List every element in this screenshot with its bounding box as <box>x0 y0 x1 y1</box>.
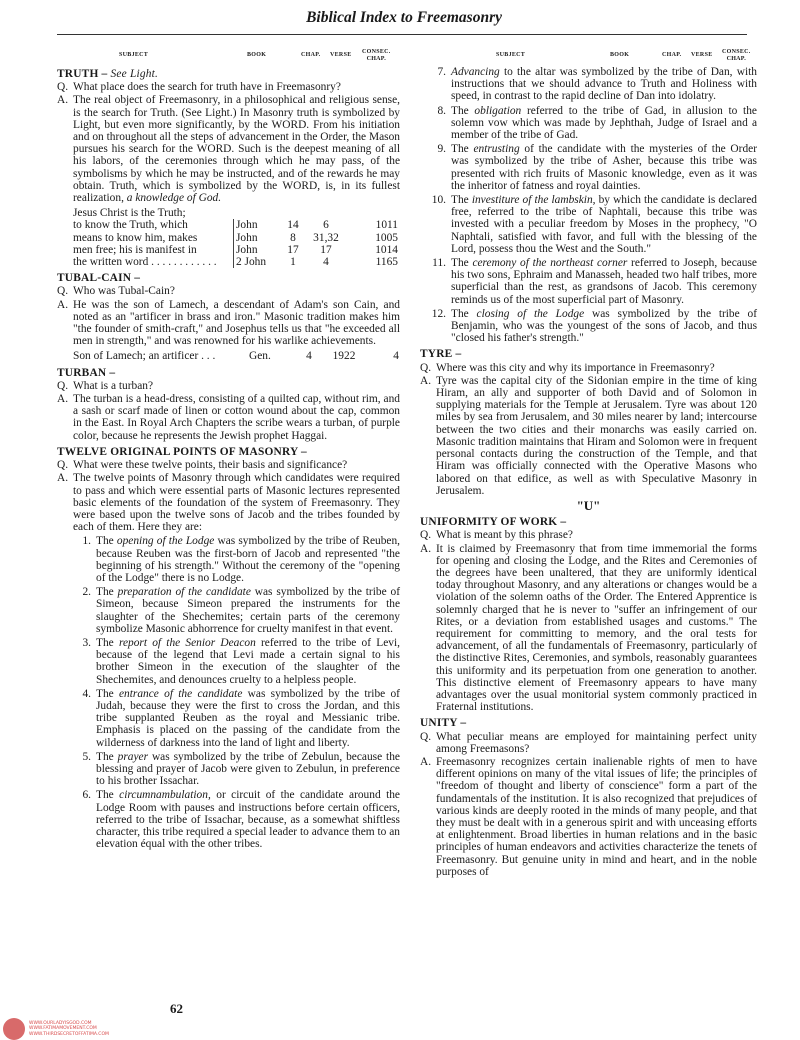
item-emphasis: Advancing <box>451 66 500 78</box>
list-item <box>420 66 757 103</box>
ref-row <box>73 207 398 219</box>
right-column <box>420 48 757 879</box>
a-label: A. <box>420 755 432 768</box>
item-number: 4. <box>82 687 91 700</box>
term-truth: TRUTH – <box>57 68 108 80</box>
item-emphasis: obligation <box>474 104 522 117</box>
list-item <box>71 688 400 749</box>
q-label: Q. <box>57 285 69 298</box>
ref-book: John <box>234 232 281 244</box>
item-rest: referred to the tribe of Gad, in allusion to the solemn vow which was made by Jephthah, Judge of Israel and a member of the tribe of Gad. <box>451 104 757 142</box>
item-rest: was symbolized by the tribe of Judah, because they were the first to cross the Jordan, and this tribe supplanted Reuben as the royal and Messianic tribe. Emphasis is placed on the passing of the candidate from the wilderness of darkness into the land of light and liberty. <box>96 687 400 749</box>
item-text <box>96 751 400 788</box>
item-number: 2. <box>82 586 91 599</box>
answer-twelve-points <box>57 472 400 533</box>
item-emphasis: preparation of the candidate <box>117 586 251 599</box>
item-pre: The <box>451 143 469 156</box>
item-text <box>451 194 757 255</box>
item-text <box>96 637 400 686</box>
col-consec-sub: CHAP. <box>726 56 747 62</box>
a-label: A. <box>57 298 69 311</box>
twelve-points-list-right <box>420 66 757 344</box>
page-title: Biblical Index to Freemasonry <box>306 9 502 26</box>
list-item <box>420 194 757 255</box>
question-text: What were these twelve points, their basis and significance? <box>73 459 348 472</box>
item-text <box>96 789 400 850</box>
header-rule <box>57 34 747 35</box>
ref-verse: 17 <box>320 243 332 256</box>
item-pre: The <box>451 194 469 207</box>
question-truth <box>57 81 400 93</box>
list-item <box>71 789 400 850</box>
col-consec-header <box>722 49 751 63</box>
answer-text: He was the son of Lamech, a descendant of Adam's son Cain, and noted as an "artificer in brass and iron." Masonic tradition makes him "the founder of smith-craft," and Josephus tells us that "he exceeded all men in strength," and was renowned for his warlike achievements. <box>73 298 400 348</box>
item-number: 5. <box>82 750 91 763</box>
ref-chap <box>280 207 306 219</box>
item-number: 11. <box>432 257 446 270</box>
col-chap-header: CHAP. <box>662 52 682 58</box>
answer-unity <box>420 756 757 878</box>
item-emphasis: investiture of the lambskin, <box>471 194 596 207</box>
item-rest: was symbolized by the tribe of Benjamin, who was the youngest of the sons of Jacob, and thus "closed his father's strength." <box>451 307 757 345</box>
question-text: Where was this city and why its importance in Freemasonry? <box>436 361 715 374</box>
item-pre: The <box>96 535 114 548</box>
answer-truth <box>57 94 400 204</box>
item-rest: to the altar was symbolized by the tribe of Dan, with instructions that we should advance to Truth and Holiness with speed, in contrast to the rapid decline of Dan into idolatry. <box>451 66 757 103</box>
item-emphasis: report of the Senior Deacon <box>118 636 256 649</box>
ref-book: John <box>234 219 281 231</box>
item-emphasis: entrusting <box>473 143 520 156</box>
list-item <box>420 143 757 192</box>
answer-turban <box>57 393 400 442</box>
ref-verse: 31,32 <box>313 231 339 244</box>
watermark-url: WWW.THIRDSECRETOFFATIMA.COM <box>29 1031 109 1037</box>
item-number: 6. <box>82 789 91 802</box>
watermark-urls <box>29 1021 109 1038</box>
ref-consec: 4 <box>393 350 399 363</box>
answer-text: It is claimed by Freemasonry that from time immemorial the forms for opening and closing the Lodge, and the Rites and Ceremonies of the degrees have been unaltered, that they are uniformly identical today throughout Masonry, and any alterations or changes would be a violation of the solemn oaths of the Order. The Entered Apprentice is solemnly charged that he is never to "suffer an infringement of our Rites, or a deviation from established usages and customs." The requirement for committing to memory, and the oral tests for advancement, of all the fundamentals of Freemasonry, particularly of the distinctive Rites, Ceremonies, and symbols, reasonably guarantees this uniformity and its perpetuation from one generation to another. This distinctive element of Freemasonry appears to have many advantages over the usual monitorial system commonly practiced in Fraternal institutions. <box>436 542 757 714</box>
item-text <box>451 308 757 345</box>
answer-uniformity <box>420 543 757 714</box>
item-emphasis: closing of the Lodge <box>476 307 585 320</box>
question-twelve-points <box>57 459 400 471</box>
answer-text: Freemasonry recognizes certain inalienable rights of men to have different opinions on many of the vital issues of life; the principles of "freedom of thought and liberty of conscience" form a part of the fundamentals of the institution. It is also recognized that prejudices of various kinds are deeply rooted in the minds of many people, and that they must be dealt with in a generous spirit and with unceasing efforts at enlightenment. Broad liberties in human relations and in the basic principles of human endeavors and activities characterize the tenets of Freemasonry. But genuine unity in mind and heart, and in the noble purposes of <box>436 755 757 878</box>
item-pre: The <box>451 257 469 270</box>
item-emphasis: prayer <box>117 750 149 763</box>
item-rest: referred to the tribe of Levi, because of the legend that Levi made a certain signal to his brother Simeon in the execution of the slaughter of the Shechemites, and denounces cruelty to a helpless people. <box>96 636 400 686</box>
ref-chap: 4 <box>306 350 312 363</box>
item-number: 7. <box>437 66 446 78</box>
a-label: A. <box>57 393 69 406</box>
q-label: Q. <box>57 379 69 392</box>
ref-text: means to know him, makes <box>73 231 198 244</box>
item-text <box>451 143 757 192</box>
list-item <box>71 535 400 584</box>
ref-consec <box>346 207 398 219</box>
entry-term-tyre: TYRE – <box>420 348 462 361</box>
answer-tyre <box>420 375 757 497</box>
item-pre: The <box>451 307 469 320</box>
entry-term-turban: TURBAN – <box>57 366 116 379</box>
item-emphasis: entrance of the candidate <box>119 687 243 700</box>
col-consec-sub: CHAP. <box>366 56 387 62</box>
answer-text: Tyre was the capital city of the Sidonian empire in the time of king Hiram, an ally and supporter of both David and of Solomon in supplying materials for the Temple at Jerusalem. Tyre was about 120 miles by sea from Jerusalem, and 30 miles nearer by land; intercourse between the two cities and their monarchs was easily carried on. Masonic tradition maintains that Hiram and Solomon were in frequent personal contacts during the construction of the Temple, and that Hiram was officially connected with the Operative Masons who labored on that edifice, as well as with Speculative Masonry in Jerusalem. <box>436 374 757 497</box>
item-pre: The <box>96 687 114 700</box>
answer-text: The twelve points of Masonry through which candidates were required to pass and which were essential parts of Masonic lectures represented basic elements of the foundation of the system of Freemasonry. They were based upon the twelve sons of Jacob and the tribes founded by each of them. Here they are: <box>73 472 400 534</box>
ref-text: men free; his is manifest in <box>73 243 197 256</box>
item-emphasis: ceremony of the northeast corner <box>472 257 628 270</box>
seal-icon <box>3 1018 25 1040</box>
ref-text: Son of Lamech; an artificer . . . <box>73 350 216 363</box>
item-number: 3. <box>82 636 91 649</box>
item-pre: The <box>96 789 114 802</box>
item-pre: The <box>96 750 114 763</box>
item-pre: The <box>96 586 114 599</box>
item-pre: The <box>451 104 469 117</box>
item-pre: The <box>96 636 114 649</box>
question-text: What place does the search for truth have in Freemasonry? <box>73 81 341 94</box>
item-number: 12. <box>431 307 446 320</box>
item-rest: was symbolized by the tribe of Zebulun, because the blessing and prayer of Jacob were given to Zebulun, in preference to his brother Issachar. <box>96 750 400 788</box>
list-item <box>71 751 400 788</box>
item-number: 8. <box>437 104 446 117</box>
item-rest: was symbolized by the tribe of Simeon, because Simeon prepared the instruments for the slaughter of the Shechemites; certain parts of the ceremony symbolize Masonic abhorrence for cruelty manifest in that event. <box>96 586 400 635</box>
scripture-ref-tubal-cain <box>73 350 400 362</box>
q-label: Q. <box>420 361 432 374</box>
column-headers-left <box>57 48 400 64</box>
entry-term-truth <box>57 68 400 80</box>
question-uniformity <box>420 529 757 541</box>
q-label: Q. <box>57 459 69 472</box>
item-number: 1. <box>82 535 91 548</box>
col-chap-header: CHAP. <box>301 52 321 58</box>
q-label: Q. <box>57 81 69 94</box>
ref-chap: 17 <box>287 243 299 256</box>
item-rest: by which the candidate is declared free, referred to the tribe of Naphtali, because this tribe was invested with a peculiar freedom by Moses in the prophecy, "O Naphtali, satisfied with favor, and full with the blessing of the Lord, possess thou the West and the South." <box>451 194 757 255</box>
question-turban <box>57 380 400 392</box>
ref-verse: 1922 <box>332 350 356 363</box>
item-number: 10. <box>431 194 446 207</box>
ref-row <box>73 219 398 231</box>
col-consec-header <box>362 49 391 63</box>
question-unity <box>420 731 757 755</box>
column-headers-right <box>420 48 757 64</box>
list-item <box>71 637 400 686</box>
question-text: What is a turban? <box>73 379 154 392</box>
ref-text: Jesus Christ is the Truth; <box>73 207 186 220</box>
col-verse-header: VERSE <box>330 52 352 58</box>
item-text <box>451 257 757 306</box>
col-consec-label: CONSEC. <box>722 49 751 55</box>
list-item <box>420 105 757 142</box>
col-subject-header: SUBJECT <box>119 52 149 58</box>
answer-body: The real object of Freemasonry, in a philosophical and religious sense, is the search for Truth. (See Light.) In Masonry truth is symbolized by Light, but even more significantly, by the WORD. From his initiation and on throughout all the steps of advancement in the Order, the Mason pursues his search for the WORD. Such is the deepest meaning of all his labors, of the ceremonies through which he may pass, of the symbolisms by which he may be instructed, and of the rewards he may obtain. Truth, which is symbolized by the WORD, is, in its fullest realization, <box>73 94 400 205</box>
entry-term-uniformity: UNIFORMITY OF WORK – <box>420 516 567 529</box>
list-item <box>420 308 757 345</box>
section-letter-u: "U" <box>576 497 601 513</box>
col-verse-header: VERSE <box>691 52 713 58</box>
question-text: What is meant by this phrase? <box>436 529 573 542</box>
item-text <box>451 66 757 103</box>
ref-row <box>73 244 398 256</box>
ref-chap: 1 <box>290 256 296 269</box>
item-text <box>96 688 400 749</box>
a-label: A. <box>420 374 432 387</box>
ref-book: 2 John <box>234 256 281 268</box>
a-label: A. <box>57 94 69 107</box>
ref-consec: 1165 <box>375 256 398 269</box>
answer-text: The turban is a head-dress, consisting of a quilted cap, without rim, and a sash or scarf made of linen or cotton wound about the cap, common in the East. In Royal Arch Chapters the scribe wears a turban, of purple color, because he represents the Jewish prophet Haggai. <box>73 393 400 442</box>
a-label: A. <box>420 542 432 555</box>
col-book-header: BOOK <box>247 52 267 58</box>
q-label: Q. <box>420 730 432 743</box>
item-text <box>96 535 400 584</box>
list-item <box>71 586 400 635</box>
question-tyre <box>420 362 757 374</box>
ref-consec: 1014 <box>375 243 398 256</box>
item-emphasis: circumnambulation, <box>119 789 211 802</box>
col-consec-label: CONSEC. <box>362 49 391 55</box>
page-number: 62 <box>170 1001 183 1016</box>
answer-text <box>73 94 400 204</box>
ref-row <box>73 256 398 268</box>
item-rest: referred to Joseph, because his two sons, Ephraim and Manasseh, headed two half tribes, more superficial than the rest, as grandsons of Jacob. This ceremony reminds us of the most superficial part of Masonry. <box>451 257 757 306</box>
twelve-points-list-left <box>71 535 400 850</box>
ref-chap: 8 <box>290 231 296 244</box>
question-text: What peculiar means are employed for maintaining perfect unity among Freemasons? <box>436 730 757 755</box>
watermark-url: WWW.FATIMAMOVEMENT.COM <box>29 1026 97 1032</box>
ref-book: Gen. <box>249 350 271 363</box>
question-tubal-cain <box>57 285 400 297</box>
left-column <box>57 48 400 852</box>
see-reference: See Light. <box>110 68 159 80</box>
ref-chap: 14 <box>287 219 299 232</box>
answer-tubal-cain <box>57 299 400 348</box>
ref-book: John <box>234 244 281 256</box>
ref-consec: 1005 <box>375 231 398 244</box>
item-text <box>451 105 757 142</box>
scripture-ref-table <box>73 207 398 268</box>
item-rest: of the candidate with the mysteries of the Order was symbolized by the tribe of Asher, because this tribe was presented with rich fruits of Masonic knowledge, even as it was the inheritor of fatness and royal dainties. <box>451 143 757 192</box>
watermark-url: WWW.OURLADYISGOD.COM <box>29 1020 92 1026</box>
list-item <box>420 257 757 306</box>
a-label: A. <box>57 472 69 485</box>
ref-verse <box>306 207 346 219</box>
entry-term-tubal-cain: TUBAL-CAIN – <box>57 272 141 285</box>
ref-book <box>234 207 281 219</box>
item-number: 9. <box>437 143 446 156</box>
answer-emphasis: a knowledge of God. <box>126 192 222 205</box>
ref-verse: 6 <box>323 219 329 232</box>
item-rest: was symbolized by the tribe of Reuben, because Reuben was the first-born of Jacob and represented "the beginning of his strength." Without the ceremony of the "opening of the Lodge" there is no Lodge. <box>96 535 400 584</box>
item-rest: or circuit of the candidate around the Lodge Room with pauses and instructions before certain officers, referred to the tribe of Issachar, because, as a somewhat shiftless character, this tribe required a special leader to advance them to an elevation équal with the other tribes. <box>96 789 400 851</box>
entry-term-twelve-points: TWELVE ORIGINAL POINTS OF MASONRY – <box>57 445 307 458</box>
item-text <box>96 586 400 635</box>
col-book-header: BOOK <box>610 52 630 58</box>
ref-text: the written word . . . . . . . . . . . . <box>73 256 217 269</box>
entry-term-unity: UNITY – <box>420 717 467 730</box>
question-text: Who was Tubal-Cain? <box>73 285 175 298</box>
watermark <box>3 1018 143 1040</box>
ref-row <box>73 232 398 244</box>
col-subject-header: SUBJECT <box>496 52 526 58</box>
ref-text: to know the Truth, which <box>73 219 188 232</box>
ref-verse: 4 <box>323 256 329 269</box>
q-label: Q. <box>420 529 432 542</box>
item-emphasis: opening of the Lodge <box>116 535 215 548</box>
ref-consec: 1011 <box>375 219 398 232</box>
